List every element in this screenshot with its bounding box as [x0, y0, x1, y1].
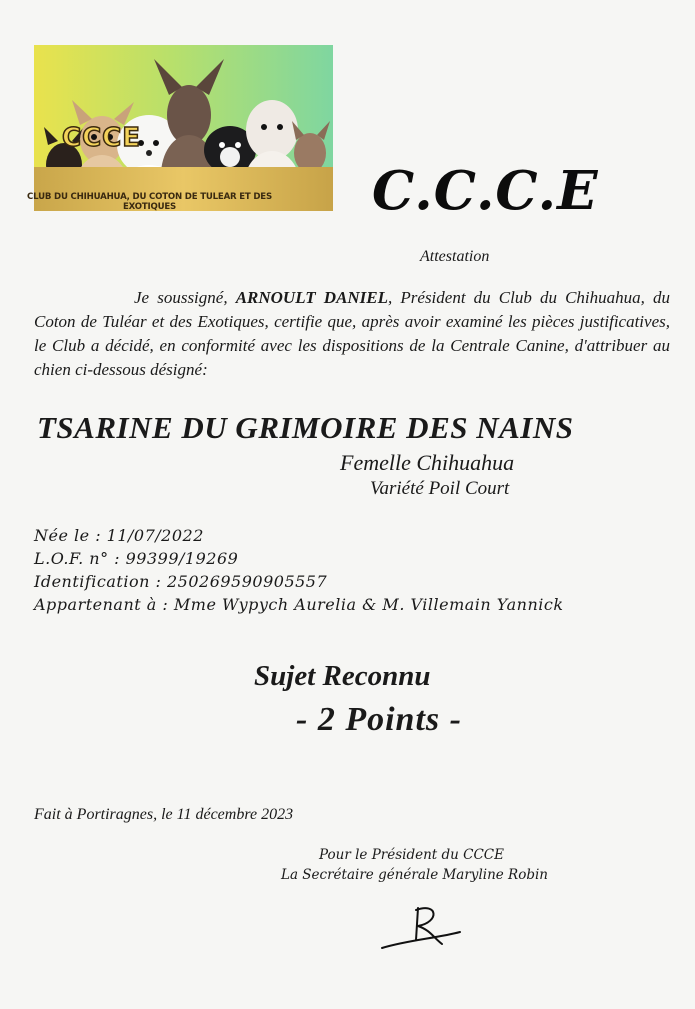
intro-text: Je soussigné,: [134, 288, 236, 307]
signatory-line-1: Pour le Président du CCCE: [319, 847, 504, 863]
recognition-status: Sujet Reconnu: [254, 660, 431, 692]
intro-continuation: , Président du Club du Chihuahua, du Coton de Tuléar et des Exotiques, certifie que, après avoir examiné les pièces justificatives, le Club a décidé, en conformité avec les dispositions de la Centrale Canine, d'attribuer au chien ci-dessous désigné:: [34, 288, 671, 379]
certification-paragraph: [34, 286, 670, 382]
club-title: C.C.C.E: [372, 160, 599, 222]
place-and-date: Fait à Portiragnes, le 11 décembre 2023: [34, 806, 294, 823]
owner: Appartenant à : Mme Wypych Aurelia & M. Villemain Yannick: [34, 595, 564, 614]
lof-number: L.O.F. n° : 99399/19269: [34, 549, 239, 568]
handwritten-signature: [378, 900, 468, 960]
dog-sex-breed: Femelle Chihuahua: [340, 450, 515, 475]
signatory-line-2: La Secrétaire générale Maryline Robin: [281, 867, 548, 883]
logo-subtitle: CLUB DU CHIHUAHUA, DU COTON DE TULEAR ET DES EXOTIQUES: [27, 192, 272, 212]
dog-name: TSARINE DU GRIMOIRE DES NAINS: [37, 410, 574, 445]
president-name: ARNOULT DANIEL: [235, 288, 389, 307]
birth-date: Née le : 11/07/2022: [34, 526, 204, 545]
dog-details: [34, 524, 564, 616]
points-awarded: - 2 Points -: [296, 701, 462, 738]
identification-number: Identification : 250269590905557: [34, 572, 328, 591]
document-heading: Attestation: [420, 248, 490, 265]
logo-acronym: CCCE: [62, 123, 142, 153]
dog-variety: Variété Poil Court: [370, 478, 510, 499]
